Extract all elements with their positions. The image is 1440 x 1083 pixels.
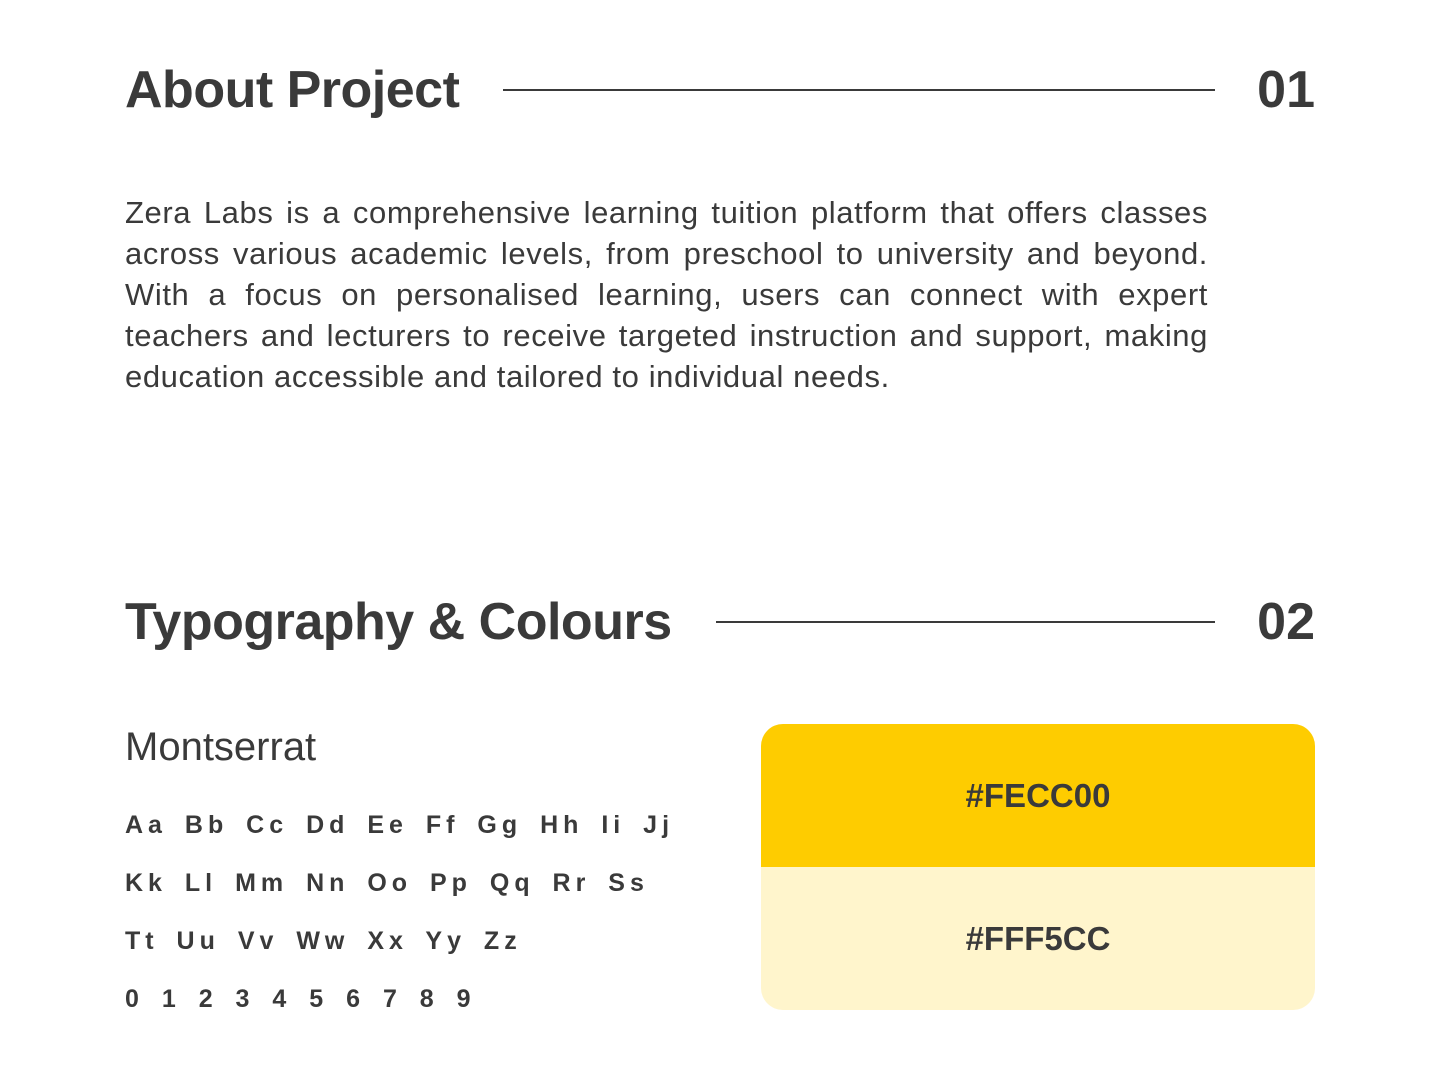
typography-colours-header: [125, 587, 1315, 657]
section-number: 02: [1257, 593, 1315, 651]
glyph-row-uppercase-lowercase-t-z: Tt Uu Vv Ww Xx Yy Zz: [125, 927, 522, 955]
colour-swatch-primary: #FECC00: [761, 724, 1315, 867]
section-number: 01: [1257, 61, 1315, 119]
colour-swatch-secondary: #FFF5CC: [761, 867, 1315, 1010]
about-project-header: [125, 55, 1315, 125]
section-divider: [503, 89, 1215, 91]
section-title: Typography & Colours: [125, 593, 672, 651]
colour-palette: [761, 724, 1315, 1010]
about-description: Zera Labs is a comprehensive learning tuition platform that offers classes across various academic levels, from preschool to university and beyond. With a focus on personalised learning, users can connect with expert teachers and lecturers to receive targeted instruction and support, making education accessible and tailored to individual needs.: [125, 195, 1208, 394]
glyph-row-digits: 0 1 2 3 4 5 6 7 8 9: [125, 985, 476, 1013]
glyph-row-uppercase-lowercase-a-j: Aa Bb Cc Dd Ee Ff Gg Hh Ii Jj: [125, 811, 675, 839]
section-divider: [716, 621, 1216, 623]
glyph-row-uppercase-lowercase-k-s: Kk Ll Mm Nn Oo Pp Qq Rr Ss: [125, 869, 649, 897]
section-title: About Project: [125, 61, 460, 119]
font-name: Montserrat: [125, 725, 317, 769]
